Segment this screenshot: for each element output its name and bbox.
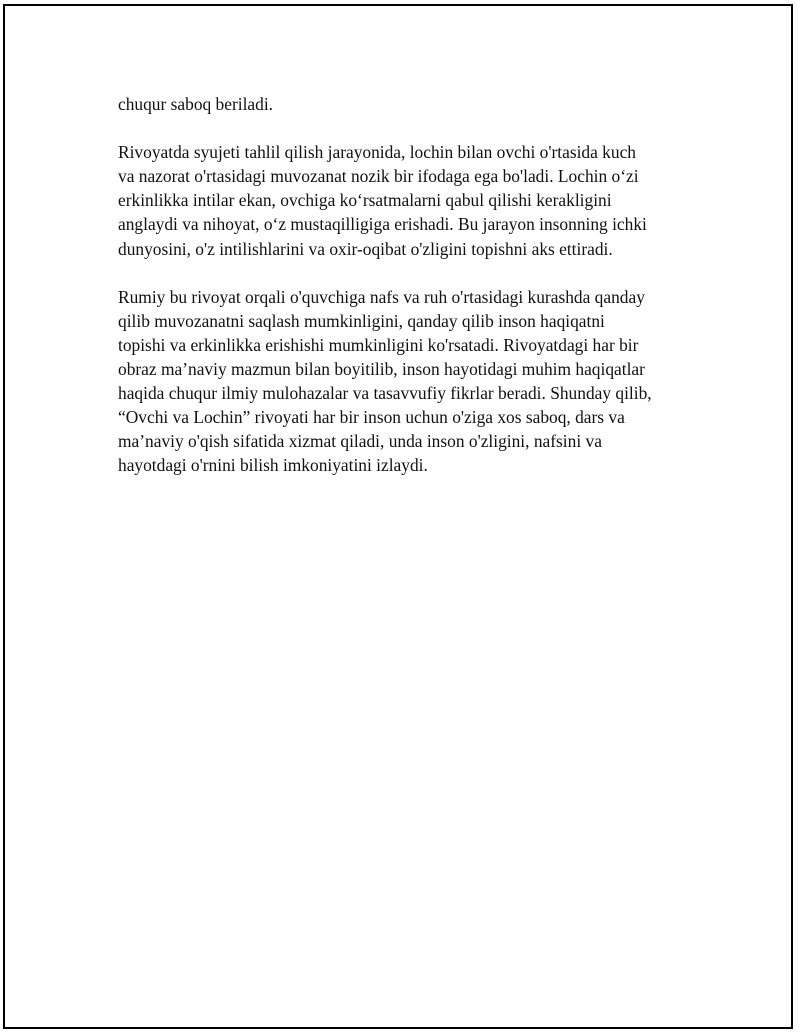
text-line: “Ovchi va Lochin” rivoyati har bir inson uchun o'ziga xos saboq, dars va [118, 407, 625, 428]
text-line: topishi va erkinlikka erishishi mumkinligini ko'rsatadi. Rivoyatdagi har bir [118, 334, 639, 355]
text-line: ma’naviy o'qish sifatida xizmat qiladi, unda inson o'zligini, nafsini va [118, 431, 602, 452]
paragraph-2 [118, 140, 698, 260]
text-line: hayotdagi o'rnini bilish imkoniyatini izlaydi. [118, 455, 428, 476]
text-line: erkinlikka intilar ekan, ovchiga ko‘rsatmalarni qabul qilishi kerakligini [118, 190, 612, 211]
text-line: chuqur saboq beriladi. [118, 94, 274, 114]
paragraph-1 [118, 92, 698, 116]
text-line: obraz ma’naviy mazmun bilan boyitilib, inson hayotidagi muhim haqiqatlar [118, 359, 645, 380]
text-line: Rumiy bu rivoyat orqali o'quvchiga nafs va ruh o'rtasidagi kurashda qanday [118, 286, 645, 307]
paragraph-3 [118, 285, 698, 478]
text-line: va nazorat o'rtasidagi muvozanat nozik bir ifodaga ega bo'ladi. Lochin o‘zi [118, 166, 639, 187]
document-body [118, 92, 698, 478]
text-line: Rivoyatda syujeti tahlil qilish jarayonida, lochin bilan ovchi o'rtasida kuch [118, 142, 636, 163]
paragraph-gap [118, 261, 698, 285]
text-line: dunyosini, o'z intilishlarini va oxir-oqibat o'zligini topishni aks ettiradi. [118, 238, 613, 259]
text-line: anglaydi va nihoyat, o‘z mustaqilligiga erishadi. Bu jarayon insonning ichki [118, 214, 647, 235]
paragraph-gap [118, 116, 698, 140]
text-line: haqida chuqur ilmiy mulohazalar va tasavvufiy fikrlar beradi. Shunday qilib, [118, 383, 652, 404]
text-line: qilib muvozanatni saqlash mumkinligini, qanday qilib inson haqiqatni [118, 310, 605, 331]
